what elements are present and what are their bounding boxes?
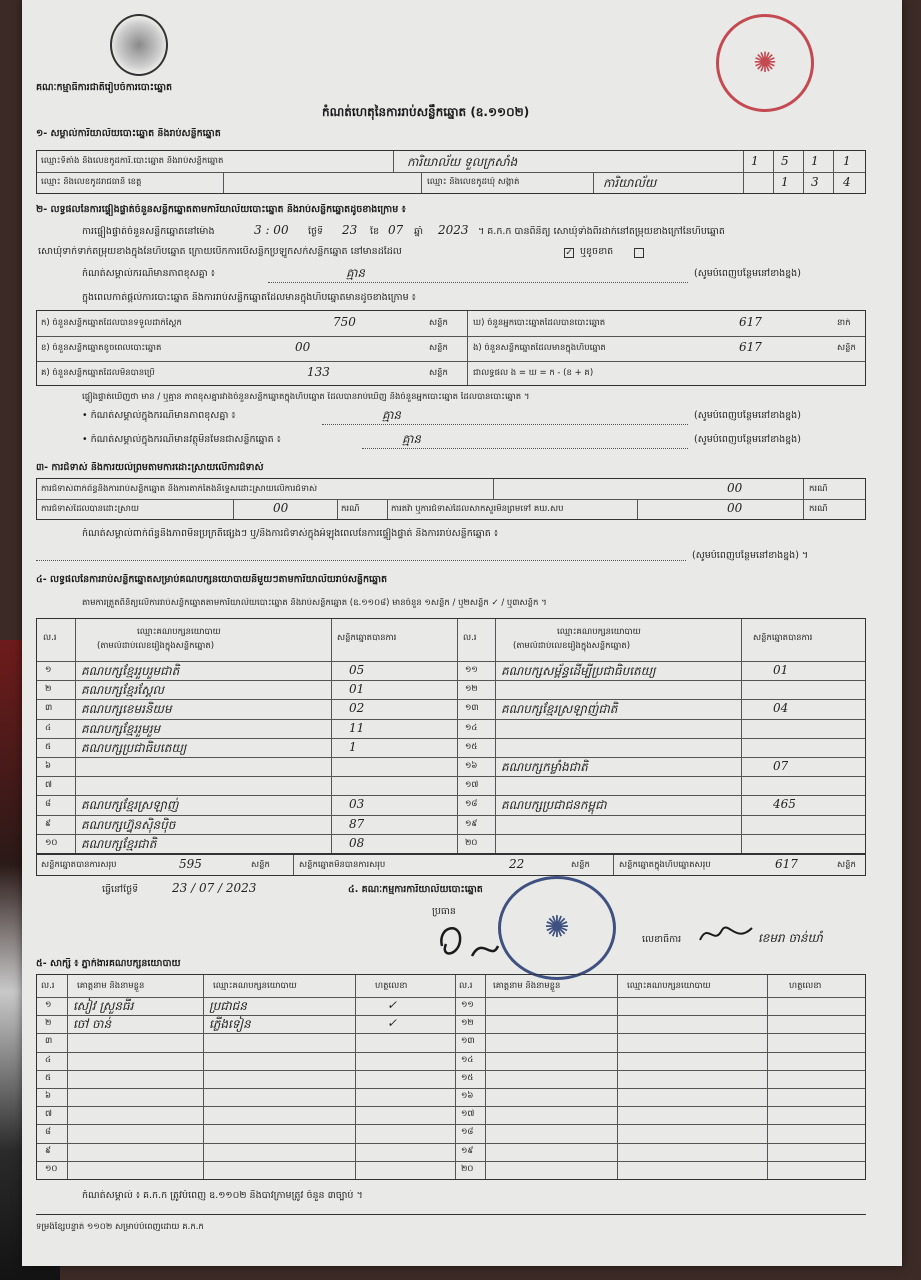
- objection-row2-label: ការជំទាស់ដែលបានដោះស្រាយ: [41, 504, 139, 514]
- count-b-value: 00: [295, 340, 311, 354]
- count-c-unit: សន្លឹក: [429, 368, 448, 378]
- count-e-unit: សន្លឹក: [837, 343, 856, 353]
- results-row-votes: 08: [349, 835, 365, 850]
- results-row-number: ២: [45, 684, 52, 695]
- witness-row-party: ប្រជាជន: [209, 999, 247, 1013]
- note2-value: គ្មាន: [382, 408, 402, 422]
- count-b-label: ខ) ចំនួនសន្លឹកឆ្នោតខូចពេលបោះឆ្នោត: [41, 343, 162, 353]
- count-formula: ជាលទ្ធផល ង = ឃ = ក - (ខ + គ): [473, 368, 594, 378]
- location-value: ការិយាល័យ ទួលក្រសាំង: [407, 155, 518, 169]
- total-box-unit: សន្លឹក: [837, 860, 856, 870]
- results-row-number: ១៦: [465, 761, 478, 771]
- witnesses-table: [36, 974, 866, 1180]
- witness-col-name-right: គោត្តនាម និងនាមខ្លួន: [493, 981, 561, 991]
- section1-heading: ១- សម្គាល់ការិយាល័យបោះឆ្នោត និងរាប់សន្លឹកឆ្នោត: [36, 128, 221, 139]
- witness-row-number: ១២: [461, 1018, 474, 1029]
- date-label: ធ្វើនៅថ្ងៃទី: [102, 884, 139, 895]
- witness-row-number: ១១: [461, 1000, 474, 1010]
- counts-intro: ក្នុងពេលកាត់ផ្តល់ការបោះឆ្នោត និងការរាប់សន្លឹកឆ្នោតដែលមានក្នុងហិបឆ្នោតមានដូចខាងក្រោម ៖: [82, 292, 416, 303]
- results-totals-row: [36, 854, 866, 876]
- fill-hint-2: (សូមបំពេញបន្ថែមនៅខាងខ្នង): [694, 410, 801, 421]
- verify-time-label: ការផ្ទៀងផ្ទាត់ចំនួនសន្លឹកឆ្នោតនៅម៉ោង: [82, 226, 215, 237]
- results-col-votes-right: សន្លឹកឆ្នោតបានការ: [753, 633, 813, 643]
- total-box-value: 617: [775, 857, 798, 871]
- location-label: ឈ្មោះទីតាំង និងលេខកូដការិ.បោះឆ្នោត និងរាប់សន្លឹកឆ្នោត: [41, 156, 224, 166]
- witness-col-no-left: ល.រ: [41, 981, 55, 991]
- note3-label: • កំណត់សម្គាល់ក្នុងករណីមានវត្ថុមិនមែនជាសន្លឹកឆ្នោត ៖: [82, 434, 281, 445]
- total-valid-value: 595: [179, 857, 202, 871]
- section4-intro: តាមការត្រួតពិនិត្យលើការរាប់សន្លឹកឆ្នោតតាមការិយាល័យបោះឆ្នោត និងរាប់សន្លឹកឆ្នោត (ឧ.១១០៨) មានចំនួន ១សន្លឹក / ឬ២សន្លឹក ✓ / ឬ៣សន្លឹក ។: [82, 598, 547, 608]
- results-row-number: ១១: [465, 665, 478, 675]
- witness-col-no-right: ល.រ: [459, 981, 473, 991]
- witness-row-number: ៥: [45, 1072, 52, 1083]
- results-table: [36, 618, 866, 854]
- count-c-label: គ) ចំនួនសន្លឹកឆ្នោតដែលមិនបានប្រើ: [41, 368, 155, 378]
- damaged-checkbox[interactable]: [634, 248, 644, 258]
- results-row-votes: 04: [773, 701, 789, 716]
- section3-fill-hint: (សូមបំពេញបន្ថែមនៅខាងខ្នង) ។: [692, 550, 809, 561]
- blue-official-seal-icon: ✺: [498, 876, 616, 980]
- results-row-party: គណបក្សខេមរនិយម: [81, 702, 172, 717]
- section3-heading: ៣- ការជំទាស់ និងការយល់ព្រមតាមការដោះស្រាយលើការជំទាស់: [36, 462, 264, 473]
- total-invalid-value: 22: [509, 857, 525, 871]
- results-row-votes: 87: [349, 816, 365, 831]
- red-seal-stamp-icon: ✺: [716, 14, 814, 112]
- results-row-votes: 1: [349, 739, 357, 754]
- results-row-number: ១៩: [465, 818, 478, 829]
- results-row-number: ៥: [45, 741, 52, 752]
- witness-col-sign-left: ហត្ថលេខា: [375, 981, 408, 991]
- results-row-number: ៩: [45, 818, 52, 829]
- results-col-party-right: ឈ្មោះគណបក្សនយោបាយ: [557, 627, 641, 637]
- witness-row-number: ៣: [45, 1036, 53, 1047]
- results-col-votes-left: សន្លឹកឆ្នោតបានការ: [337, 633, 397, 643]
- count-a-label: ក) ចំនួនសន្លឹកឆ្នោតដែលបានទទួលដាក់ស្គែក: [41, 318, 182, 328]
- verify-time-value: 3 : 00: [254, 223, 289, 237]
- results-row-party: គណបក្សខ្មែរស្រឡាញ់: [81, 798, 179, 813]
- witness-row-number: ១៥: [461, 1072, 474, 1083]
- results-row-number: ១២: [465, 684, 478, 695]
- total-valid-label: សន្លឹកឆ្នោតបានការសរុប: [41, 860, 117, 870]
- witness-row-number: ១: [45, 1000, 52, 1010]
- witness-row-number: ៨: [45, 1127, 52, 1138]
- form-bottom-note: ទម្រង់ខ្សែបន្ទាត់ ១១០២ សម្រាប់បំពេញដោយ គ.ក.ក: [36, 1222, 204, 1232]
- results-row-party: គណបក្សខ្មែររួបរួមជាតិ: [81, 664, 180, 678]
- results-row-votes: 01: [773, 663, 789, 677]
- objection-row2-mid-unit: ករណី: [809, 504, 828, 514]
- witness-row-name: ចៅ ចាន់: [73, 1017, 112, 1032]
- witness-col-sign-right: ហត្ថលេខា: [789, 981, 822, 991]
- count-b-unit: សន្លឹក: [429, 343, 448, 353]
- damaged-label: ឬខូចខាត: [580, 246, 614, 257]
- objection-row1-unit: ករណី: [809, 484, 828, 494]
- results-row-number: ៨: [45, 799, 52, 810]
- results-row-number: ១: [45, 665, 52, 675]
- objection-row1-label: ការជំទាស់ពាក់ព័ន្ធនឹងការរាប់សន្លឹកឆ្នោត និងការតាក់តែងនិទ្ទេសដោះស្រាយលើការជំទាស់: [41, 484, 318, 494]
- section5-footer-note: កំណត់សម្គាល់ ៖ គ.ក.ក ត្រូវបំពេញ ឧ.១១០២ និងបាវក្រាមត្រូវ ចំនួន ៣ច្បាប់ ។: [82, 1190, 363, 1201]
- counts-table: [36, 310, 866, 386]
- results-col-party-sub-left: (តាមលំដាប់លេខរៀងក្នុងសន្លឹកឆ្នោត): [97, 641, 215, 651]
- witness-row-number: ១៨: [461, 1127, 474, 1138]
- count-a-value: 750: [333, 315, 356, 329]
- compare-line: ផ្ទៀងផ្ទាត់ឃើញថា មាន / ឬគ្មាន ភាពខុសគ្នារវាងចំនួនសន្លឹកឆ្នោតក្នុងហិបឆ្នោត ដែលបានរាប់ឃើញ និងចំនួនអ្នកបោះឆ្នោត ដែលបានបោះឆ្នោត ។: [82, 392, 530, 402]
- count-e-value: 617: [739, 340, 762, 354]
- day-value: 23: [342, 223, 358, 237]
- form-title: កំណត់ហេតុនៃការរាប់សន្លឹកឆ្នោត (ឧ.១១០២): [322, 105, 530, 119]
- count-c-value: 133: [307, 365, 330, 379]
- results-row-votes: 11: [349, 720, 365, 735]
- count-d-unit: នាក់: [837, 318, 851, 328]
- results-row-number: ១៨: [465, 799, 478, 810]
- results-row-votes: 05: [349, 663, 365, 677]
- year-label: ឆ្នាំ: [414, 226, 424, 237]
- difference-note-label: កំណត់សម្គាល់ករណីមានភាពខុសគ្នា ៖: [82, 268, 215, 279]
- secretary-label: លេខាធិការ: [642, 934, 682, 945]
- results-row-number: ២០: [465, 837, 478, 848]
- results-row-votes: 07: [773, 759, 789, 773]
- witness-row-number: ១៣: [461, 1036, 475, 1047]
- results-row-party: គណបក្សសម្ព័ន្ធដើម្បីប្រជាធិបតេយ្យ: [501, 664, 656, 678]
- count-d-label: ឃ) ចំនួនអ្នកបោះឆ្នោតដែលបានបោះឆ្នោត: [473, 318, 606, 328]
- election-form-document: [22, 0, 902, 1266]
- fill-hint-1: (សូមបំពេញបន្ថែមនៅខាងខ្នង): [694, 268, 801, 279]
- month-label: ខែ: [370, 226, 380, 237]
- witness-col-party-left: ឈ្មោះគណបក្សនយោបាយ: [213, 981, 297, 991]
- objection-row1-value: 00: [727, 481, 743, 495]
- results-col-party-sub-right: (តាមលំដាប់លេខរៀងក្នុងសន្លឹកឆ្នោត): [513, 641, 631, 651]
- verify-line-rest: ។ គ.ក.ក បានពិនិត្យ សោឃុំទាំងពីរដាក់នៅតម្រុយខាងក្រៅនៃហិបឆ្នោត: [478, 226, 725, 237]
- section5-heading: ៥- សាក្សី ៖ ភ្នាក់ងារគណបក្សនយោបាយ: [36, 958, 181, 969]
- witness-row-number: ៧: [45, 1109, 52, 1120]
- count-a-unit: សន្លឹក: [429, 318, 448, 328]
- objections-table: [36, 478, 866, 520]
- section1-table: [36, 150, 866, 194]
- results-col-party-left: ឈ្មោះគណបក្សនយោបាយ: [137, 627, 221, 637]
- results-row-party: គណបក្សហ្វ៊ុនស៊ិនប៉ិច: [81, 817, 176, 832]
- results-row-number: ១០: [45, 837, 58, 848]
- date-value: 23 / 07 / 2023: [172, 881, 257, 895]
- objection-row2-unit: ករណី: [341, 504, 360, 514]
- year-value: 2023: [438, 223, 469, 237]
- total-valid-unit: សន្លឹក: [251, 860, 270, 870]
- results-row-party: គណបក្សខ្មែរជាតិ: [81, 836, 157, 851]
- witness-row-number: ១៩: [461, 1145, 474, 1156]
- witness-row-name: សៀវ ស្រួនធីរ: [73, 999, 134, 1013]
- fill-hint-3: (សូមបំពេញបន្ថែមនៅខាងខ្នង): [694, 434, 801, 445]
- lock-status-line: សោឃុំទាក់ទាក់តម្រុយខាងក្នុងនៃហិបឆ្នោត ក្រោយបើកការបើសន្លឹកប្រឡូកសក់សន្លឹកឆ្នោត នៅមានដដែល: [38, 246, 402, 257]
- results-row-number: ៦: [45, 761, 52, 771]
- witness-row-number: ២០: [461, 1163, 474, 1174]
- results-row-party: គណបក្សប្រជាជនកម្ពុជា: [501, 798, 607, 813]
- results-row-party: គណបក្សខ្មែររួមរួម: [81, 721, 161, 736]
- commune-label: ឈ្មោះ និងលេខកូដឃុំ សង្កាត់: [427, 177, 520, 187]
- commune-code-1: 1: [781, 175, 789, 189]
- commune-value: ការិយាល័យ: [603, 176, 657, 190]
- results-row-votes: 01: [349, 682, 365, 697]
- section4-heading: ៤- លទ្ធផលនៃការរាប់សន្លឹកឆ្នោតសម្រាប់គណបក្សនយោបាយនីមួយៗតាមការិយាល័យរាប់សន្លឹកឆ្នោត: [36, 574, 388, 585]
- results-row-number: ៣: [45, 703, 53, 714]
- results-row-votes: 465: [773, 797, 796, 812]
- witness-row-number: ៤: [45, 1054, 52, 1065]
- objection-row2-value: 00: [273, 501, 289, 515]
- witness-row-number: ១០: [45, 1163, 58, 1174]
- difference-note-value: គ្មាន: [346, 266, 366, 280]
- results-row-number: ៤: [45, 722, 52, 733]
- results-row-party: គណបក្សខ្មែរស្គែល: [81, 683, 164, 698]
- witness-row-number: ៦: [45, 1091, 52, 1101]
- location-code-2: 5: [781, 154, 789, 168]
- results-row-number: ១៤: [465, 722, 478, 733]
- president-label: ប្រធាន: [432, 906, 456, 917]
- section2-heading: ២- លទ្ធផលនៃការផ្ទៀងផ្ទាត់ចំនួនសន្លឹកឆ្នោតតាមការិយាល័យបោះឆ្នោត និងរាប់សន្លឹកឆ្នោតដូចខាងក្រោម ៖: [36, 204, 406, 215]
- commune-code-3: 4: [843, 175, 851, 189]
- results-row-votes: 02: [349, 701, 365, 716]
- witness-row-number: ១៦: [461, 1091, 474, 1101]
- province-label: ឈ្មោះ និងលេខកូដរាជធានី ខេត្ត: [41, 177, 142, 187]
- president-signature-icon: [432, 916, 502, 976]
- count-d-value: 617: [739, 315, 762, 329]
- results-row-party: គណបក្សកម្លាំងជាតិ: [501, 760, 588, 774]
- results-row-number: ១៥: [465, 741, 478, 752]
- witness-col-party-right: ឈ្មោះគណបក្សនយោបាយ: [627, 981, 711, 991]
- witness-row-number: ១៤: [461, 1054, 474, 1065]
- total-invalid-label: សន្លឹកឆ្នោតមិនបានការសរុប: [299, 860, 386, 870]
- results-row-party: គណបក្សខ្មែរស្រឡាញ់ជាតិ: [501, 702, 618, 717]
- witness-row-signature: ✓: [387, 998, 398, 1012]
- total-box-label: សន្លឹកឆ្នោតក្នុងហិបឆ្នោតសរុប: [619, 860, 711, 870]
- note2-label: • កំណត់សម្គាល់ក្នុងករណីមានភាពខុសគ្នា ៖: [82, 410, 236, 421]
- results-row-votes: 03: [349, 797, 365, 812]
- secretary-signature-icon: [696, 918, 756, 948]
- results-row-party: គណបក្សប្រជាធិបតេយ្យ: [81, 740, 187, 755]
- note3-value: គ្មាន: [402, 432, 422, 446]
- secretary-name: ខេមរា ចាន់ឃាំ: [758, 931, 823, 945]
- committee-name: គណៈកម្មាធិការជាតិរៀបចំការបោះឆ្នោត: [36, 82, 173, 93]
- objection-row2-mid-value: 00: [727, 501, 743, 515]
- total-invalid-unit: សន្លឹក: [571, 860, 590, 870]
- section3-note: កំណត់សម្គាល់ពាក់ព័ន្ធនឹងភាពមិនប្រក្រតីផ្សេងៗ ឬ/និងការជំទាស់ក្នុងអំឡុងពេលនៃការផ្ទៀងផ្ទាត់ និងការរាប់សន្លឹកឆ្នោត ៖: [82, 528, 499, 539]
- location-code-4: 1: [843, 154, 851, 168]
- witness-row-number: ៩: [45, 1145, 52, 1156]
- objection-row2-mid-label: ការតវ៉ា ឬការជំទាស់ដែលសាកសួរមិនព្រមទៅ គឃ.សប: [391, 504, 564, 514]
- committee-signature-label: ៤. គណៈកម្មការការិយាល័យបោះឆ្នោត: [348, 884, 483, 895]
- location-code-1: 1: [751, 154, 759, 168]
- results-row-number: ១៣: [465, 703, 479, 714]
- location-code-3: 1: [811, 154, 819, 168]
- witness-row-number: ២: [45, 1018, 52, 1029]
- day-label: ថ្ងៃទី: [308, 226, 324, 237]
- national-emblem-icon: [110, 14, 168, 76]
- results-col-no-right: ល.រ: [463, 633, 477, 643]
- count-e-label: ង) ចំនួនសន្លឹកឆ្នោតដែលមានក្នុងហិបឆ្នោត: [473, 343, 606, 353]
- intact-checkbox[interactable]: ✓: [565, 248, 573, 258]
- commune-code-2: 3: [811, 175, 819, 189]
- witness-row-number: ១៧: [461, 1109, 475, 1120]
- results-col-no-left: ល.រ: [43, 633, 57, 643]
- results-row-number: ៧: [45, 780, 52, 791]
- results-row-number: ១៧: [465, 780, 479, 791]
- witness-col-name-left: គោត្តនាម និងនាមខ្លួន: [77, 981, 145, 991]
- witness-row-signature: ✓: [387, 1016, 398, 1031]
- witness-row-party: ភ្លើងទៀន: [209, 1017, 251, 1032]
- month-value: 07: [388, 223, 404, 237]
